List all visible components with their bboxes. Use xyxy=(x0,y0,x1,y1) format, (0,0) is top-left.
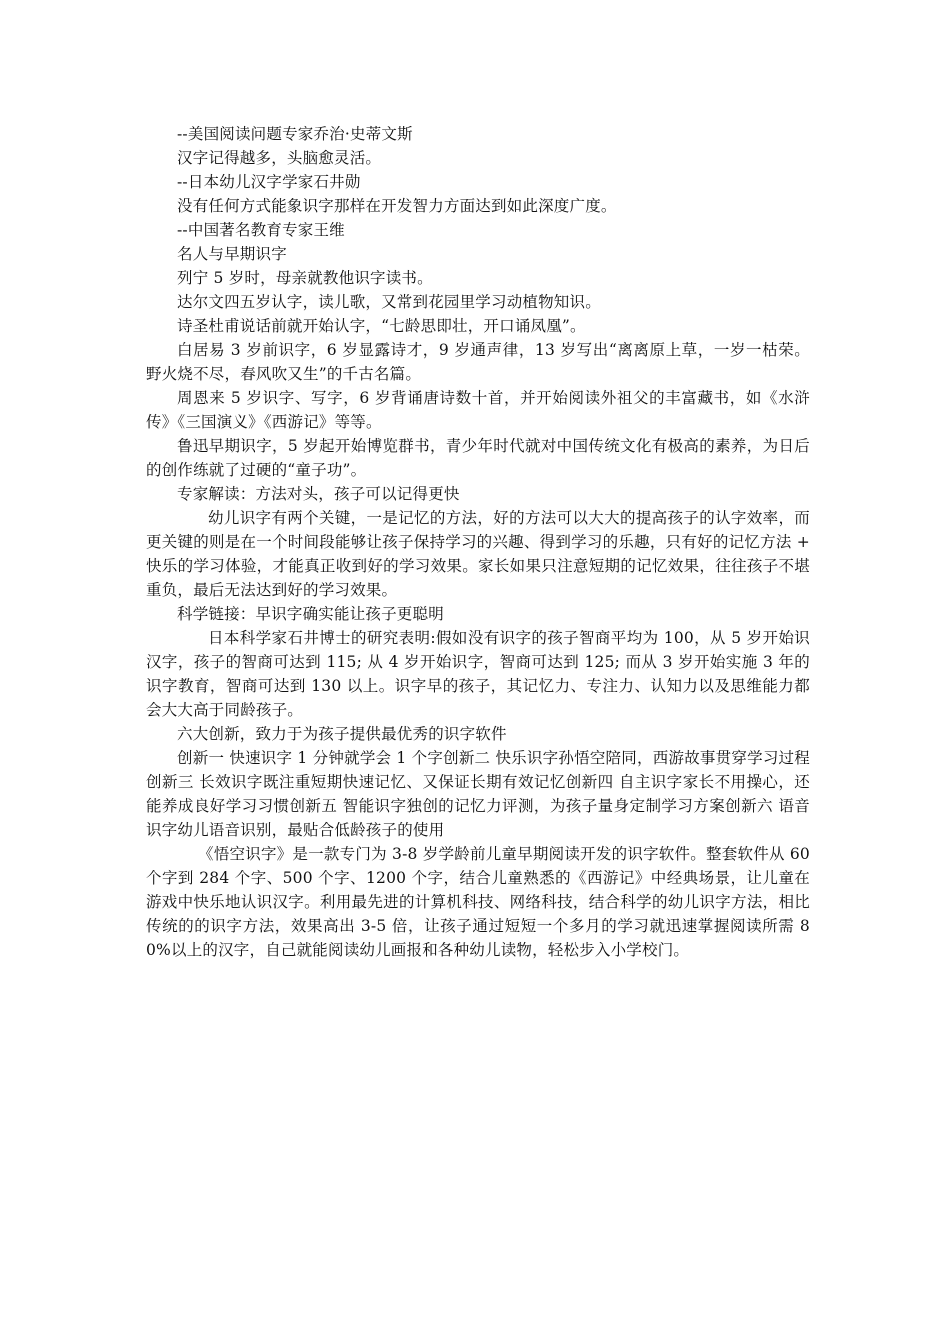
quote-attribution: --美国阅读问题专家乔治·史蒂文斯 xyxy=(177,125,413,143)
paragraph: 白居易 3 岁前识字，6 岁显露诗才，9 岁通声律，13 岁写出“离离原上草，一岁一枯荣。野火烧不尽，春风吹又生”的千古名篇。 xyxy=(146,341,810,383)
quote-attribution: --中国著名教育专家王维 xyxy=(177,221,345,239)
quote-text: 汉字记得越多，头脑愈灵活。 xyxy=(177,149,382,167)
paragraph: 幼儿识字有两个关键，一是记忆的方法，好的方法可以大大的提高孩子的认字效率，而更关键的则是在一个时间段能够让孩子保持学习的兴趣、得到学习的乐趣，只有好的记忆方法 + 快乐的学习体验，才能真正收到好的学习效果。家长如果只注意短期的记忆效果，往往孩子不堪重负，最后无法达到好的学习效果。 xyxy=(146,509,810,599)
paragraph: 创新一 快速识字 1 分钟就学会 1 个字创新二 快乐识字孙悟空陪同，西游故事贯穿学习过程创新三 长效识字既注重短期快速记忆、又保证长期有效记忆创新四 自主识字家长不用操心，还能养成良好学习习惯创新五 智能识字独创的记忆力评测，为孩子量身定制学习方案创新六 语音识字幼儿语音识别，最贴合低龄孩子的使用 xyxy=(146,749,810,839)
paragraph: 周恩来 5 岁识字、写字，6 岁背诵唐诗数十首，并开始阅读外祖父的丰富藏书，如《水浒传》《三国演义》《西游记》等等。 xyxy=(146,389,810,431)
section-heading: 六大创新，致力于为孩子提供最优秀的识字软件 xyxy=(177,725,507,743)
paragraph: 达尔文四五岁认字，读儿歌，又常到花园里学习动植物知识。 xyxy=(177,293,601,311)
paragraph: 列宁 5 岁时，母亲就教他识字读书。 xyxy=(177,269,433,287)
section-heading: 名人与早期识字 xyxy=(177,245,287,263)
paragraph: 日本科学家石井博士的研究表明:假如没有识字的孩子智商平均为 100，从 5 岁开始识汉字，孩子的智商可达到 115; 从 4 岁开始识字，智商可达到 125; 而从 3 岁开始实施 3 年的识字教育，智商可达到 130 以上。识字早的孩子，其记忆力、专注力、认知力以及思维能力都会大大高于同龄孩子。 xyxy=(146,629,810,719)
paragraph: 诗圣杜甫说话前就开始认字，“七龄思即壮，开口诵凤凰”。 xyxy=(177,317,586,335)
paragraph: 鲁迅早期识字，5 岁起开始博览群书，青少年时代就对中国传统文化有极高的素养，为日后的创作练就了过硬的“童子功”。 xyxy=(146,437,810,479)
quote-text: 没有任何方式能象识字那样在开发智力方面达到如此深度广度。 xyxy=(177,197,617,215)
section-heading: 科学链接：早识字确实能让孩子更聪明 xyxy=(177,605,444,623)
quote-attribution: --日本幼儿汉字学家石井勋 xyxy=(177,173,361,191)
section-heading: 专家解读：方法对头，孩子可以记得更快 xyxy=(177,485,460,503)
paragraph: 《悟空识字》是一款专门为 3-8 岁学龄前儿童早期阅读开发的识字软件。整套软件从 60 个字到 284 个字、500 个字、1200 个字，结合儿童熟悉的《西游记》中经典场景，让儿童在游戏中快乐地认识汉字。利用最先进的计算机科技、网络科技，结合科学的幼儿识字方法，相比传统的的识字方法，效果高出 3-5 倍，让孩子通过短短一个多月的学习就迅速掌握阅读所需 80%以上的汉字，自己就能阅读幼儿画报和各种幼儿读物，轻松步入小学校门。 xyxy=(146,845,810,959)
document-body xyxy=(146,122,810,962)
